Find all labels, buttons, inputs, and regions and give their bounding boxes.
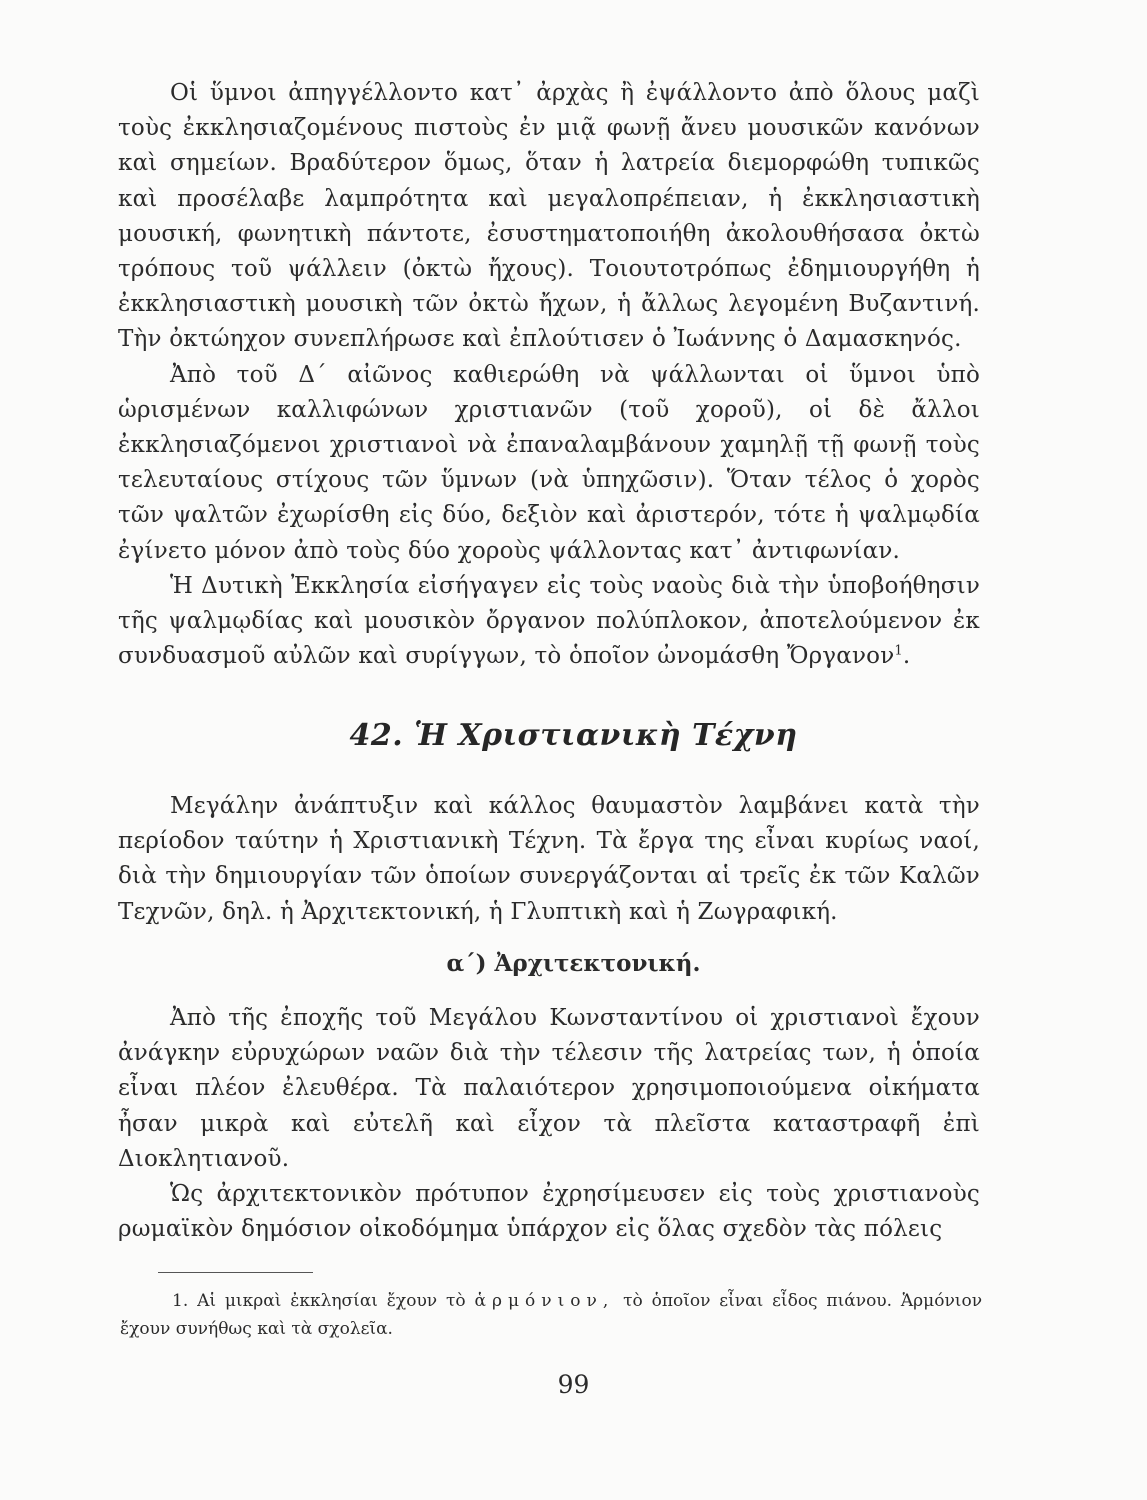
section-music-text	[118, 76, 980, 674]
footnote-1-text-b: τὸ ὁποῖον εἶναι εἶδος πιάνου. Ἁρμόνιον ἔχουν συνήθως καὶ τὰ σχολεῖα.	[120, 1291, 983, 1339]
footnote-1	[120, 1287, 982, 1343]
section-christian-art-text	[118, 789, 980, 930]
footnote-1-spaced-word: ἁρμόνιον,	[474, 1291, 615, 1311]
paragraph-end-punctuation: .	[902, 643, 911, 670]
subheading-architecture: α΄) Ἀρχιτεκτονική.	[446, 950, 701, 977]
paragraph-hymns-origin: Οἱ ὕμνοι ἀπηγγέλλοντο κατ᾽ ἀρχὰς ἢ ἐψάλλοντο ἀπὸ ὅλους μαζὶ τοὺς ἐκκλησιαζομένους πιστοὺς ἐν μιᾷ φωνῇ ἄνευ μουσικῶν κανόνων καὶ σημείων. Βραδύτερον ὅμως, ὅταν ἡ λατρεία διεμορφώθη τυπικῶς καὶ προσέλαβε λαμπρότητα καὶ μεγαλοπρέπειαν, ἡ ἐκκλησιαστικὴ μουσική, φωνητικὴ πάντοτε, ἐσυστηματοποιήθη ἀκολουθήσασα ὀκτὼ τρόπους τοῦ ψάλλειν (ὀκτὼ ἤχους). Τοιουτοτρόπως ἐδημιουργήθη ἡ ἐκκλησιαστικὴ μουσικὴ τῶν ὀκτὼ ἤχων, ἡ ἄλλως λεγομένη Βυζαντινή. Τὴν ὀκτώηχον συνεπλήρωσε καὶ ἐπλούτισεν ὁ Ἰωάννης ὁ Δαμασκηνός.	[118, 80, 980, 353]
footnote-reference: 1	[894, 643, 903, 659]
footnotes	[120, 1287, 982, 1343]
paragraph-christian-art: Μεγάλην ἀνάπτυξιν καὶ κάλλος θαυμαστὸν λαμβάνει κατὰ τὴν περίοδον ταύτην ἡ Χριστιανικὴ Τέχνη. Τὰ ἔργα της εἶναι κυρίως ναοί, διὰ τὴν δημιουργίαν τῶν ὁποίων συνεργάζονται αἱ τρεῖς ἐκ τῶν Καλῶν Τεχνῶν, δηλ. ἡ Ἀρχιτεκτονική, ἡ Γλυπτικὴ καὶ ἡ Ζωγραφική.	[118, 793, 980, 925]
section-architecture-text	[118, 1001, 980, 1247]
footnote-1-text-a: Αἱ μικραὶ ἐκκλησίαι ἔχουν τὸ	[197, 1291, 466, 1311]
paragraph-constantine-era: Ἀπὸ τῆς ἐποχῆς τοῦ Μεγάλου Κωνσταντίνου οἱ χριστιανοὶ ἔχουν ἀνάγκην εὐρυχώρων ναῶν διὰ τὴν τέλεσιν τῆς λατρείας των, ἡ ὁποία εἶναι πλέον ἐλευθέρα. Τὰ παλαιότερον χρησιμοποιούμενα οἰκήματα ἦσαν μικρὰ καὶ εὐτελῆ καὶ εἶχον τὰ πλεῖστα καταστραφῆ ἐπὶ Διοκλητιανοῦ.	[118, 1005, 980, 1172]
paragraph-architectural-model: Ὡς ἀρχιτεκτονικὸν πρότυπον ἐχρησίμευσεν εἰς τοὺς χριστιανοὺς ρωμαϊκὸν δημόσιον οἰκοδόμημα ὑπάρχον εἰς ὅλας σχεδὸν τὰς πόλεις	[118, 1181, 980, 1243]
footnote-divider	[158, 1272, 313, 1273]
footnote-1-number: 1.	[172, 1291, 189, 1311]
page-number: 99	[557, 1370, 590, 1399]
paragraph-fourth-century: Ἀπὸ τοῦ Δ΄ αἰῶνος καθιερώθη νὰ ψάλλωνται οἱ ὕμνοι ὑπὸ ὡρισμένων καλλιφώνων χριστιανῶν (τοῦ χοροῦ), οἱ δὲ ἄλλοι ἐκκλησιαζόμενοι χριστιανοὶ νὰ ἐπαναλαμβάνουν χαμηλῇ τῇ φωνῇ τοὺς τελευταίους στίχους τῶν ὕμνων (νὰ ὑπηχῶσιν). Ὅταν τέλος ὁ χορὸς τῶν ψαλτῶν ἐχωρίσθη εἰς δύο, δεξιὸν καὶ ἀριστερόν, τότε ἡ ψαλμῳδία ἐγίνετο μόνον ἀπὸ τοὺς δύο χοροὺς ψάλλοντας κατ᾽ ἀντιφωνίαν.	[118, 361, 980, 564]
section-heading: 42. Ἡ Χριστιανικὴ Τέχνη	[349, 718, 798, 753]
paragraph-western-church	[118, 569, 980, 675]
paragraph-western-church-text: Ἡ Δυτικὴ Ἐκκλησία εἰσήγαγεν εἰς τοὺς ναοὺς διὰ τὴν ὑποβοήθησιν τῆς ψαλμῳδίας καὶ μουσικὸν ὄργανον πολύπλοκον, ἀποτελούμενον ἐκ συνδυασμοῦ αὐλῶν καὶ συρίγγων, τὸ ὁποῖον ὠνομάσθη Ὄργανον	[118, 572, 980, 670]
